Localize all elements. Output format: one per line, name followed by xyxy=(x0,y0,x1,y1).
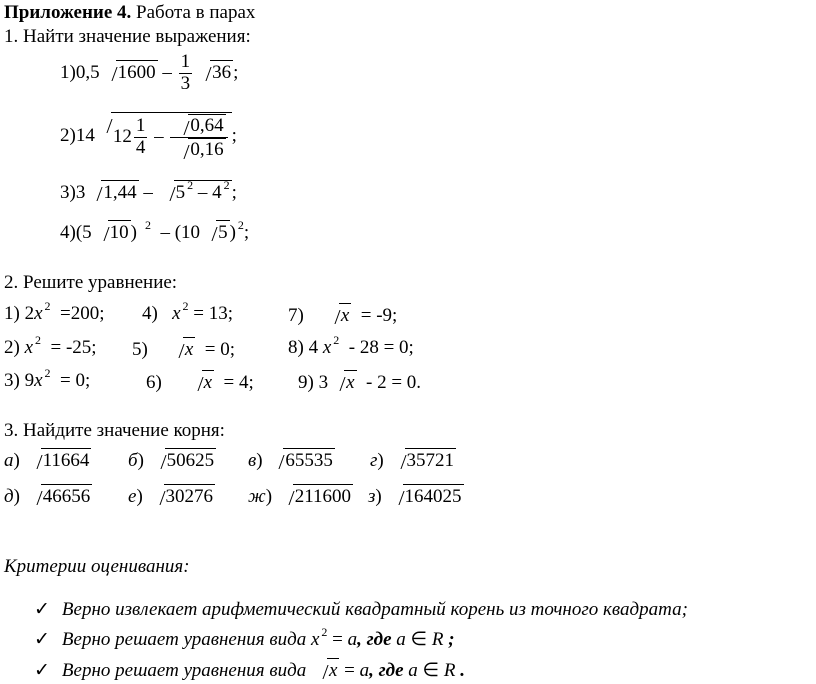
expr-4-num: 4) xyxy=(60,222,76,243)
semicolon: ; xyxy=(231,182,237,203)
expr-2 xyxy=(60,112,237,161)
radicand: 11664 xyxy=(42,450,90,471)
letter: е xyxy=(128,486,137,507)
eq-1 xyxy=(4,299,105,325)
eq-rhs: =200; xyxy=(60,303,105,324)
power: 2 xyxy=(44,366,51,380)
equals: = xyxy=(339,660,360,681)
expr-3 xyxy=(60,180,237,204)
paren: ) xyxy=(375,486,382,507)
root-d xyxy=(4,484,92,508)
set-r: R xyxy=(431,629,444,650)
sqrt xyxy=(150,484,216,508)
radicand: 164025 xyxy=(404,486,462,507)
letter: а xyxy=(4,450,14,471)
numerator: 1 xyxy=(135,115,146,136)
sqrt-5 xyxy=(202,220,230,244)
sqrt-0-64 xyxy=(174,114,225,137)
radicand xyxy=(174,180,232,204)
title-rest: Работа в парах xyxy=(131,2,256,23)
eq-3 xyxy=(4,366,91,392)
root-v xyxy=(248,448,335,472)
paren: ) xyxy=(13,450,20,471)
checkmark-icon: ✓ xyxy=(34,599,50,620)
paren: ) xyxy=(13,486,20,507)
criterion-text: Верно решает уравнения вида xyxy=(61,629,311,650)
eq-8 xyxy=(288,333,414,359)
sqrt-diff xyxy=(160,180,232,204)
task2-title: 2. Решите уравнение: xyxy=(4,272,178,293)
close-paren: ) xyxy=(130,222,137,243)
power: 2 xyxy=(44,299,51,313)
eq-prefix: 8) 4 xyxy=(288,337,319,358)
power: 2 xyxy=(35,333,42,347)
eq-7 xyxy=(288,303,397,327)
power: 2 xyxy=(144,218,151,232)
root-zh xyxy=(248,484,353,508)
sqrt xyxy=(27,448,92,472)
var-a: a xyxy=(359,660,370,681)
paren: ) xyxy=(377,450,384,471)
element-of: ∈ xyxy=(405,629,432,650)
var-a: a xyxy=(408,660,418,681)
checkmark-icon: ✓ xyxy=(34,660,50,681)
var-a: a xyxy=(347,629,358,650)
minus: – xyxy=(154,125,164,147)
eq-rhs: = -25; xyxy=(50,337,97,358)
expr-1-coef: 0,5 xyxy=(75,61,100,83)
sqrt xyxy=(389,484,464,508)
where-text: , где xyxy=(357,629,397,650)
radicand: 211600 xyxy=(294,486,352,507)
denominator xyxy=(170,138,227,161)
radicand: 35721 xyxy=(406,450,454,471)
denominator: 4 xyxy=(135,136,146,158)
fraction-1-3 xyxy=(179,52,193,95)
var-x: x xyxy=(172,303,181,324)
sqrt xyxy=(151,448,217,472)
sqrt-1600 xyxy=(102,60,158,84)
radicand: 5 xyxy=(218,222,228,243)
paren: ) xyxy=(137,450,144,471)
eq-prefix: 6) xyxy=(146,372,162,393)
task1-title: 1. Найти значение выражения: xyxy=(4,26,251,47)
semicolon: ; xyxy=(448,629,455,650)
letter: г xyxy=(370,450,378,471)
sqrt xyxy=(269,448,335,472)
where-text: , где xyxy=(369,660,409,681)
sqrt-x xyxy=(188,370,214,394)
var-x: x xyxy=(34,303,43,324)
element-of: ∈ xyxy=(417,660,444,681)
numerator: 1 xyxy=(180,51,191,72)
root-z xyxy=(368,484,464,508)
open-paren: (5 xyxy=(75,222,92,243)
criterion-1 xyxy=(34,598,688,621)
sqrt-10 xyxy=(94,220,131,244)
page-title xyxy=(4,2,255,24)
sqrt-1-44 xyxy=(87,180,138,204)
base: 4 xyxy=(212,182,222,203)
expr-3-num: 3) xyxy=(60,182,76,203)
expr-3-coef: 3 xyxy=(75,182,86,203)
semicolon: ; xyxy=(231,124,237,146)
radicand: 0,16 xyxy=(190,138,224,160)
base: 5 xyxy=(175,182,186,203)
expr-4 xyxy=(60,220,249,244)
outer-radicand xyxy=(111,112,232,161)
eq-rhs: = 4; xyxy=(223,372,254,393)
title-bold: Приложение 4. xyxy=(4,2,132,23)
radicand: 30276 xyxy=(165,486,214,507)
minus: – xyxy=(197,182,208,203)
root-a xyxy=(4,448,91,472)
var-x: x xyxy=(328,660,338,681)
eq-rhs: - 2 = 0. xyxy=(366,372,422,393)
power: 2 xyxy=(321,625,328,639)
set-r: R xyxy=(443,660,456,681)
minus: – xyxy=(162,61,172,83)
eq-prefix: 3) 9 xyxy=(4,370,35,391)
var-x: x xyxy=(310,629,320,650)
eq-6 xyxy=(146,370,254,394)
var-x: x xyxy=(34,370,43,391)
radicand: 0,64 xyxy=(190,115,224,136)
power: 2 xyxy=(237,218,244,232)
numerator xyxy=(170,114,227,138)
sqrt-x xyxy=(330,370,356,394)
sqrt-x xyxy=(169,337,195,361)
letter: д xyxy=(4,486,14,507)
power: 2 xyxy=(182,299,189,313)
var-x: x xyxy=(184,339,194,360)
eq-prefix: 2) xyxy=(4,337,20,358)
fraction-roots xyxy=(170,114,227,161)
sqrt-x xyxy=(325,303,351,327)
eq-prefix: 4) xyxy=(142,303,158,324)
eq-4 xyxy=(142,299,234,325)
semicolon: ; xyxy=(243,222,250,243)
letter: ж xyxy=(248,486,266,507)
eq-prefix: 5) xyxy=(132,339,148,360)
sqrt xyxy=(391,448,457,472)
root-g xyxy=(370,448,456,472)
task3-title: 3. Найдите значение корня: xyxy=(4,420,225,441)
radicand: 1,44 xyxy=(103,182,137,203)
open-paren: (10 xyxy=(174,222,201,243)
var-x: x xyxy=(24,337,34,358)
eq-prefix: 1) 2 xyxy=(4,303,35,324)
expr-1 xyxy=(60,52,238,95)
criteria-title: Критерии оценивания: xyxy=(4,556,190,577)
eq-2 xyxy=(4,333,97,359)
letter: б xyxy=(128,450,138,471)
radicand: 10 xyxy=(109,222,129,243)
eq-rhs: = 0; xyxy=(60,370,91,391)
sqrt-outer xyxy=(97,112,232,161)
var-x: x xyxy=(203,372,213,393)
expr-2-num: 2) xyxy=(60,124,76,146)
var-x: x xyxy=(340,305,350,326)
paren: ) xyxy=(256,450,263,471)
eq-prefix: 7) xyxy=(288,305,304,326)
sqrt-x xyxy=(313,658,339,682)
paren: ) xyxy=(136,486,143,507)
root-e xyxy=(128,484,215,508)
eq-prefix: 9) 3 xyxy=(298,372,329,393)
expr-2-coef: 14 xyxy=(75,124,95,146)
power: 2 xyxy=(223,178,230,192)
var-x: x xyxy=(346,372,355,393)
criterion-3 xyxy=(34,658,465,682)
equals: = xyxy=(327,629,348,650)
root-b xyxy=(128,448,216,472)
letter: з xyxy=(368,486,376,507)
letter: в xyxy=(248,450,257,471)
checkmark-icon: ✓ xyxy=(34,629,50,650)
denominator: 3 xyxy=(180,72,191,94)
radicand: 1600 xyxy=(117,61,156,83)
power: 2 xyxy=(333,333,340,347)
minus: – xyxy=(160,222,170,243)
var-a: a xyxy=(396,629,406,650)
sqrt-0-16 xyxy=(174,138,225,161)
close-paren: ) xyxy=(229,222,236,243)
eq-5 xyxy=(132,337,235,361)
power: 2 xyxy=(187,178,194,192)
whole: 12 xyxy=(112,125,132,147)
criterion-text: Верно извлекает арифметический квадратный корень из точного квадрата; xyxy=(61,599,688,620)
eq-rhs: = 0; xyxy=(204,339,236,360)
radicand: 36 xyxy=(212,61,232,83)
minus: – xyxy=(143,182,153,203)
var-x: x xyxy=(322,337,332,358)
criterion-2 xyxy=(34,625,455,651)
sqrt xyxy=(279,484,353,508)
paren: ) xyxy=(265,486,273,507)
radicand: 46656 xyxy=(42,486,91,507)
expr-1-num: 1) xyxy=(60,61,76,83)
eq-rhs: = 13; xyxy=(193,303,234,324)
fraction-1-4 xyxy=(134,116,148,159)
radicand: 65535 xyxy=(285,450,333,471)
sqrt xyxy=(27,484,93,508)
eq-rhs: = -9; xyxy=(360,305,398,326)
radicand: 50625 xyxy=(166,450,215,471)
criterion-text: Верно решает уравнения вида xyxy=(61,660,311,681)
semicolon: ; xyxy=(233,61,239,83)
eq-9 xyxy=(298,370,421,394)
sqrt-36 xyxy=(196,60,233,84)
period: . xyxy=(460,660,465,681)
eq-rhs: - 28 = 0; xyxy=(348,337,414,358)
